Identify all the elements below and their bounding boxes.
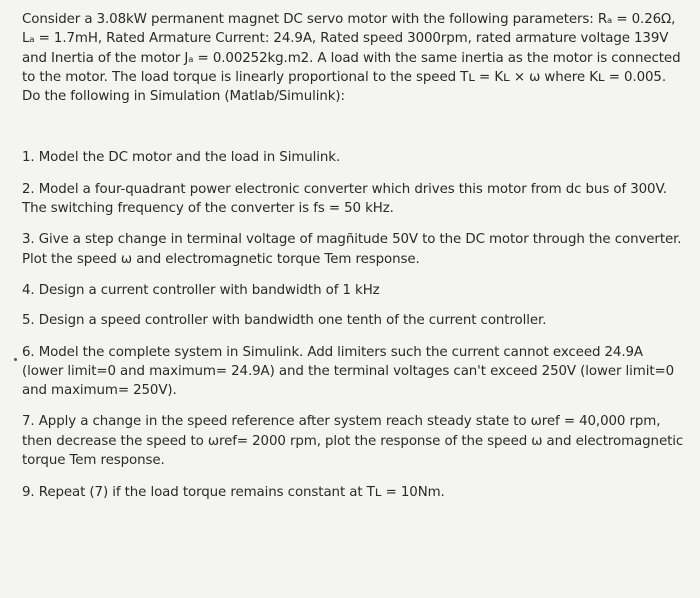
problem-intro: Consider a 3.08kW permanent magnet DC servo motor with the following parameters: Rₐ = 0.26Ω, Lₐ = 1.7mH, Rated Armature Current: 24.9A, Rated speed 3000rpm, rated armature voltage 139V and Inertia of the motor Jₐ = 0.00252kg.m2. A load with the same inertia as the motor is connected to the motor. The load torque is linearly proportional to the speed Tʟ = Kʟ × ω where Kʟ = 0.005. Do the following in Simulation (Matlab/Simulink): bbox=[22, 12, 681, 105]
task-item-5: 5. Design a speed controller with bandwidth one tenth of the current controller. bbox=[22, 313, 547, 329]
task-item-4: 4. Design a current controller with bandwidth of 1 kHz bbox=[22, 282, 380, 298]
task-item-9: 9. Repeat (7) if the load torque remains constant at Tʟ = 10Nm. bbox=[22, 485, 445, 501]
task-item-2: 2. Model a four-quadrant power electronic converter which drives this motor from dc bus of 300V. The switching frequency of the converter is fs = 50 kHz. bbox=[22, 181, 667, 217]
stray-dot-mark bbox=[14, 358, 17, 361]
task-item-1: 1. Model the DC motor and the load in Simulink. bbox=[22, 150, 341, 166]
task-item-6: 6. Model the complete system in Simulink. Add limiters such the current cannot exceed 24.9A (lower limit=0 and maximum= 24.9A) and the terminal voltages can't exceed 250V (lower limit=0 and maximum= 250V). bbox=[22, 344, 675, 399]
task-list bbox=[22, 148, 682, 502]
task-item-7: 7. Apply a change in the speed reference after system reach steady state to ωref = 40,000 rpm, then decrease the speed to ωref= 2000 rpm, plot the response of the speed ω and electromagnetic torque Tem response. bbox=[22, 414, 684, 469]
task-item-3: 3. Give a step change in terminal voltage of magñitude 50V to the DC motor through the converter. Plot the speed ω and electromagnetic torque Tem response. bbox=[22, 232, 682, 267]
